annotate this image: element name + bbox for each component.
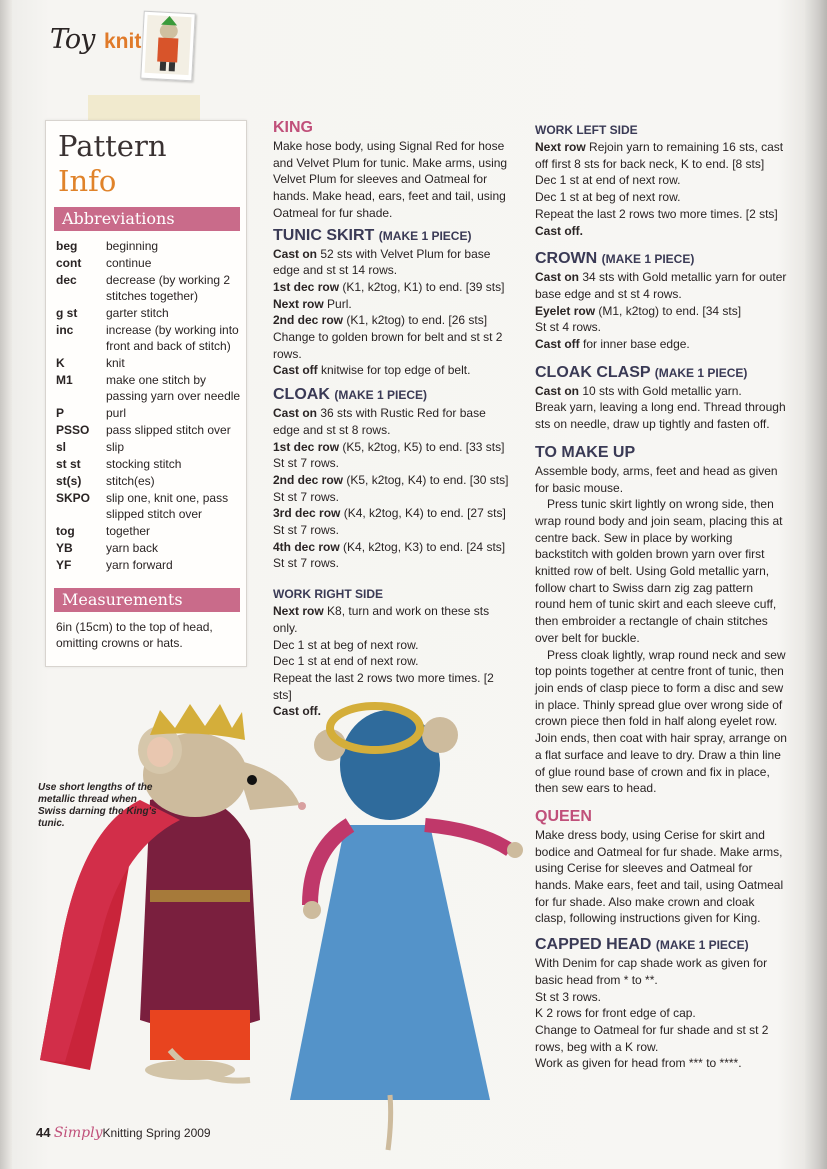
- abbreviation-key: P: [56, 406, 65, 420]
- abbreviation-value: beginning: [106, 239, 159, 253]
- magazine-brand-simply: Simply: [53, 1125, 103, 1141]
- tunic-line: 2nd dec row (K1, k2tog) to end. [26 sts]: [273, 313, 488, 328]
- clasp-heading-text: CLOAK CLASP: [535, 363, 651, 381]
- abbreviation-row: [56, 557, 241, 573]
- measurements-heading: Measurements: [54, 588, 240, 612]
- cloak-heading: [273, 385, 513, 405]
- abbreviation-value: pass slipped stitch over: [106, 423, 231, 437]
- abbreviation-value: together: [106, 524, 151, 538]
- abbreviation-key: tog: [56, 524, 75, 538]
- tunic-line: Cast on 52 sts with Velvet Plum for base edge and st st 14 rows.: [273, 246, 491, 278]
- column-right: [535, 122, 787, 1072]
- abbreviation-key: K: [56, 356, 65, 370]
- page-footer: [36, 1125, 211, 1141]
- cloak-line: St st 7 rows.: [273, 556, 340, 571]
- abbreviation-row: [56, 422, 241, 438]
- capped-heading-text: CAPPED HEAD: [535, 936, 652, 954]
- cloak-line: Cast on 36 sts with Rustic Red for base edge and st st 8 rows.: [273, 406, 486, 437]
- pattern-info-box: [45, 120, 247, 667]
- abbreviation-value: stocking stitch: [106, 457, 182, 471]
- tunic-line: Cast off knitwise for top edge of belt.: [273, 363, 471, 378]
- magazine-brand-knitting: Knitting: [102, 1126, 143, 1140]
- crown-line: Cast on 34 sts with Gold metallic yarn for outer base edge and st st 4 rows.: [535, 270, 787, 301]
- abbreviation-key: st st: [56, 457, 81, 471]
- abbreviation-value: yarn back: [106, 541, 159, 555]
- abbreviation-key: sl: [56, 440, 67, 454]
- abbreviation-key: dec: [56, 273, 77, 287]
- crown-line: St st 4 rows.: [535, 320, 602, 335]
- abbreviation-key: cont: [56, 256, 82, 270]
- abbreviation-row: [56, 523, 241, 539]
- cloak-line: St st 7 rows.: [273, 523, 340, 538]
- abbreviation-row: [56, 322, 241, 354]
- abbreviation-value: yarn forward: [106, 558, 173, 572]
- abbreviation-row: [56, 490, 241, 522]
- abbreviation-key: YB: [56, 541, 73, 555]
- abbreviation-key: beg: [56, 239, 78, 253]
- cloak-line: 2nd dec row (K5, k2tog, K4) to end. [30 sts]: [273, 472, 509, 487]
- work-right-side-heading: WORK RIGHT SIDE: [273, 587, 383, 602]
- wrs-line: Cast off.: [273, 704, 321, 719]
- crown-line: Cast off for inner base edge.: [535, 337, 690, 352]
- crown-heading: [535, 249, 787, 269]
- tape-strip: [88, 95, 200, 121]
- to-make-up-heading: TO MAKE UP: [535, 443, 636, 461]
- cloak-line: 4th dec row (K4, k2tog, K3) to end. [24 sts]: [273, 539, 506, 554]
- crown-line: Eyelet row (M1, k2tog) to end. [34 sts]: [535, 303, 742, 318]
- info-title: Info: [58, 164, 117, 198]
- header-mouse-thumbnail: [140, 11, 195, 82]
- clasp-line: Break yarn, leaving a long end. Thread through sts on needle, draw up tightly and fasten off.: [535, 400, 786, 432]
- issue-date: Spring 2009: [145, 1126, 211, 1140]
- abbreviation-key: g st: [56, 306, 78, 320]
- queen-heading: QUEEN: [535, 807, 592, 825]
- abbreviation-row: [56, 439, 241, 455]
- abbreviation-key: YF: [56, 558, 72, 572]
- wrs-line: Repeat the last 2 rows two more times. [2 sts]: [273, 670, 494, 702]
- capped-line: St st 3 rows.: [535, 989, 602, 1004]
- abbreviation-row: [56, 372, 241, 404]
- king-heading: KING: [273, 119, 313, 136]
- pattern-title: Pattern: [58, 129, 167, 163]
- abbreviations-heading: Abbreviations: [54, 207, 240, 231]
- abbreviation-row: [56, 305, 241, 321]
- make-up-text: Press tunic skirt lightly on wrong side, then wrap round body and join seam, placing this at centre back. Sew in place by working backstitch with golden brown yarn over first knitted row of belt. Using Gold metallic yarn, follow chart to Swiss darn zig zag pattern round hem of tunic skirt and each sleeve cuff, then embroider a rectangle of chain stitches over belt for buckle.: [535, 497, 783, 645]
- tunic-heading-sub: (MAKE 1 PIECE): [378, 228, 472, 243]
- tunic-line: Next row Purl.: [273, 296, 352, 311]
- abbreviation-value: decrease (by working 2 stitches together): [106, 273, 231, 303]
- work-left-side-heading: WORK LEFT SIDE: [535, 123, 638, 137]
- clasp-heading-sub: (MAKE 1 PIECE): [654, 365, 748, 380]
- abbreviation-value: slip one, knit one, pass slipped stitch over: [106, 491, 229, 521]
- page-edge: [805, 0, 827, 1169]
- abbreviation-row: [56, 255, 241, 271]
- cloak-heading-text: CLOAK: [273, 386, 330, 404]
- wrs-line: Dec 1 st at beg of next row.: [273, 637, 419, 652]
- abbreviation-key: PSSO: [56, 423, 90, 437]
- abbreviation-key: inc: [56, 323, 74, 337]
- cloak-heading-sub: (MAKE 1 PIECE): [334, 388, 428, 403]
- knitted-mice-photo: [20, 690, 540, 1160]
- column-left: [273, 118, 513, 720]
- queen-mouse-illustration: [290, 706, 523, 1150]
- queen-text: Make dress body, using Cerise for skirt and bodice and Oatmeal for fur shade. Make arms, using Cerise for sleeves and Oatmeal for hands. Make ears, feet and tail, using Oatmeal for fur shade. Also make crown and cloak clasp, following instructions given for King.: [535, 827, 784, 926]
- clasp-line: Cast on 10 sts with Gold metallic yarn.: [535, 383, 742, 398]
- crown-heading-text: CROWN: [535, 250, 598, 268]
- abbreviation-row: [56, 405, 241, 421]
- abbreviation-value: continue: [106, 256, 152, 270]
- crown-heading-sub: (MAKE 1 PIECE): [601, 252, 695, 267]
- photo-caption: Use short lengths of the metallic thread when Swiss darning the King's tunic.: [38, 782, 157, 829]
- wls-line: Cast off.: [535, 223, 583, 238]
- cloak-clasp-heading: [535, 363, 787, 383]
- make-up-text: Assemble body, arms, feet and head as given for basic mouse.: [535, 463, 778, 495]
- abbreviation-row: [56, 456, 241, 472]
- abbreviation-row: [56, 540, 241, 556]
- cloak-line: St st 7 rows.: [273, 489, 340, 504]
- cloak-line: 1st dec row (K5, k2tog, K5) to end. [33 sts]: [273, 439, 505, 454]
- abbreviations-list: [56, 238, 241, 574]
- abbreviation-row: [56, 272, 241, 304]
- wls-line: Repeat the last 2 rows two more times. [2 sts]: [535, 206, 778, 221]
- king-mouse-illustration: [40, 704, 306, 1081]
- tunic-line: 1st dec row (K1, k2tog, K1) to end. [39 sts]: [273, 279, 505, 294]
- capped-line: K 2 rows for front edge of cap.: [535, 1006, 696, 1021]
- abbreviation-key: st(s): [56, 474, 82, 488]
- abbreviation-row: [56, 238, 241, 254]
- abbreviation-value: slip: [106, 440, 125, 454]
- abbreviation-row: [56, 473, 241, 489]
- capped-line: With Denim for cap shade work as given for basic head from * to **.: [535, 956, 768, 987]
- abbreviation-value: stitch(es): [106, 474, 155, 488]
- wls-line: Dec 1 st at end of next row.: [535, 173, 681, 188]
- page-number: 44: [36, 1125, 51, 1140]
- capped-head-heading: [535, 935, 787, 955]
- abbreviation-row: [56, 355, 241, 371]
- tunic-heading-text: TUNIC SKIRT: [273, 226, 375, 244]
- king-text: Make hose body, using Signal Red for hose and Velvet Plum for tunic. Make arms, using Velvet Plum for sleeves and Oatmeal for hands. Make head, ears, feet and tail, using Oatmeal for fur shade.: [273, 139, 508, 220]
- wrs-line: Dec 1 st at end of next row.: [273, 654, 419, 669]
- measurements-text: 6in (15cm) to the top of head, omitting crowns or hats.: [56, 620, 213, 650]
- abbreviation-value: increase (by working into front and back of stitch): [106, 323, 239, 353]
- capped-heading-sub: (MAKE 1 PIECE): [655, 938, 749, 953]
- page-spine: [0, 0, 12, 1169]
- cloak-line: 3rd dec row (K4, k2tog, K4) to end. [27 sts]: [273, 506, 506, 521]
- abbreviation-key: M1: [56, 373, 73, 387]
- header-knit-text: knit: [104, 30, 142, 53]
- cloak-line: St st 7 rows.: [273, 456, 340, 471]
- abbreviation-value: make one stitch by passing yarn over needle: [106, 373, 241, 403]
- wrs-line: Next row K8, turn and work on these sts only.: [273, 604, 490, 635]
- abbreviation-value: garter stitch: [106, 306, 169, 320]
- abbreviation-key: SKPO: [56, 491, 91, 505]
- make-up-text: Press cloak lightly, wrap round neck and sew top points together at centre front of tunic, then join ends of clasp piece to form a disc and sew in place. Thinly spread glue over wrong side of crown piece then fold in half along eyelet row. Join ends, then coat with hair spray, arrange on a flat surface and leave to dry. Draw a thin line of glue round base of crown and fix in place, then sew ears to head.: [535, 647, 787, 796]
- abbreviation-value: purl: [106, 406, 127, 420]
- wls-line: Next row Rejoin yarn to remaining 16 sts, cast off first 8 sts for back neck, K to end. [8 sts]: [535, 140, 784, 171]
- abbreviation-value: knit: [106, 356, 125, 370]
- tunic-line: Change to golden brown for belt and st st 2 rows.: [273, 330, 503, 361]
- capped-line: Change to Oatmeal for fur shade and st st 2 rows, beg with a K row.: [535, 1022, 769, 1054]
- header-toy-text: Toy: [50, 24, 95, 55]
- tunic-skirt-heading: [273, 226, 513, 246]
- wls-line: Dec 1 st at beg of next row.: [535, 190, 681, 205]
- capped-line: Work as given for head from *** to ****.: [535, 1056, 742, 1071]
